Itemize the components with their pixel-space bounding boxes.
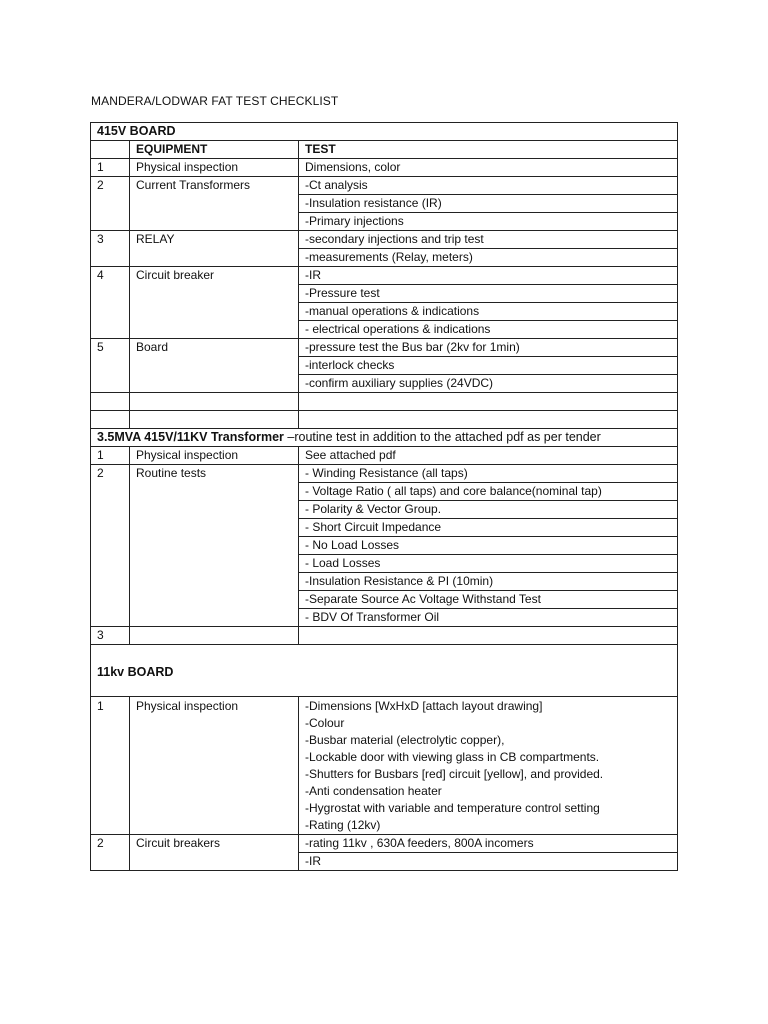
equipment-cell: RELAY	[130, 231, 299, 249]
table-row	[91, 195, 678, 213]
test-cell: -Insulation resistance (IR)	[299, 195, 678, 213]
test-cell: -pressure test the Bus bar (2kv for 1min)	[299, 339, 678, 357]
column-header-test: TEST	[299, 141, 678, 159]
test-cell: -interlock checks	[299, 357, 678, 375]
table-row	[91, 609, 678, 627]
section-heading-row	[91, 645, 678, 697]
column-header-equipment: EQUIPMENT	[130, 141, 299, 159]
table-row	[91, 321, 678, 339]
equipment-cell: Physical inspection	[130, 447, 299, 465]
test-cell: Dimensions, color	[299, 159, 678, 177]
table-row	[91, 159, 678, 177]
table-row	[91, 501, 678, 519]
section-heading-row	[91, 429, 678, 447]
item-number: 3	[91, 627, 130, 645]
table-row	[91, 537, 678, 555]
equipment-cell: Physical inspection	[130, 697, 299, 835]
item-number: 5	[91, 339, 130, 357]
test-cell: - Voltage Ratio ( all taps) and core balance(nominal tap)	[299, 483, 678, 501]
table-row	[91, 573, 678, 591]
blank-row	[91, 393, 678, 411]
test-cell: -Insulation Resistance & PI (10min)	[299, 573, 678, 591]
test-cell: -IR	[299, 853, 678, 871]
table-row	[91, 555, 678, 573]
table-row	[91, 697, 678, 835]
test-cell: See attached pdf	[299, 447, 678, 465]
item-number: 3	[91, 231, 130, 249]
table-row	[91, 465, 678, 483]
equipment-cell: Physical inspection	[130, 159, 299, 177]
test-cell: -secondary injections and trip test	[299, 231, 678, 249]
test-cell: -Separate Source Ac Voltage Withstand Test	[299, 591, 678, 609]
equipment-cell	[130, 627, 299, 645]
table-row	[91, 519, 678, 537]
table-row	[91, 231, 678, 249]
equipment-cell: Current Transformers	[130, 177, 299, 195]
item-number: 1	[91, 447, 130, 465]
section-heading-11kv: 11kv BOARD	[91, 645, 678, 697]
table-row	[91, 213, 678, 231]
item-number: 4	[91, 267, 130, 285]
test-cell: -IR	[299, 267, 678, 285]
table-row	[91, 285, 678, 303]
test-cell: - Winding Resistance (all taps)	[299, 465, 678, 483]
section-heading-row	[91, 123, 678, 141]
test-cell: - BDV Of Transformer Oil	[299, 609, 678, 627]
table-row	[91, 375, 678, 393]
test-cell: -Pressure test	[299, 285, 678, 303]
test-cell: -Primary injections	[299, 213, 678, 231]
test-cell: - Short Circuit Impedance	[299, 519, 678, 537]
item-number: 2	[91, 177, 130, 195]
test-cell: -Dimensions [WxHxD [attach layout drawing] -Colour -Busbar material (electrolytic copper), -Lockable door with viewing glass in CB compartments. -Shutters for Busbars [red] circuit [yellow], and provided. -Anti condensation heater -Hygrostat with variable and temperature control setting -Rating (12kv)	[299, 697, 678, 835]
table-row	[91, 591, 678, 609]
item-number: 1	[91, 697, 130, 835]
item-number: 1	[91, 159, 130, 177]
test-cell: -Ct analysis	[299, 177, 678, 195]
table-row	[91, 853, 678, 871]
checklist-sheet	[90, 122, 678, 871]
equipment-cell: Routine tests	[130, 465, 299, 483]
test-cell: -rating 11kv , 630A feeders, 800A incomers	[299, 835, 678, 853]
equipment-cell: Circuit breaker	[130, 267, 299, 285]
table-row	[91, 249, 678, 267]
table-row	[91, 339, 678, 357]
equipment-cell: Board	[130, 339, 299, 357]
table-row	[91, 267, 678, 285]
equipment-cell: Circuit breakers	[130, 835, 299, 853]
test-cell: - No Load Losses	[299, 537, 678, 555]
document-title: MANDERA/LODWAR FAT TEST CHECKLIST	[91, 94, 339, 108]
test-cell: - electrical operations & indications	[299, 321, 678, 339]
test-cell: -manual operations & indications	[299, 303, 678, 321]
checklist-table	[90, 122, 678, 871]
section-heading-transformer: 3.5MVA 415V/11KV Transformer –routine test in addition to the attached pdf as per tender	[91, 429, 678, 447]
test-cell: - Polarity & Vector Group.	[299, 501, 678, 519]
item-number: 2	[91, 465, 130, 483]
table-row	[91, 483, 678, 501]
table-row	[91, 303, 678, 321]
section-heading-415v: 415V BOARD	[91, 123, 678, 141]
column-header-row	[91, 141, 678, 159]
table-row	[91, 177, 678, 195]
test-cell: -measurements (Relay, meters)	[299, 249, 678, 267]
table-row	[91, 447, 678, 465]
blank-row	[91, 411, 678, 429]
test-cell	[299, 627, 678, 645]
table-row	[91, 835, 678, 853]
table-row	[91, 627, 678, 645]
test-cell: - Load Losses	[299, 555, 678, 573]
table-row	[91, 357, 678, 375]
test-cell: -confirm auxiliary supplies (24VDC)	[299, 375, 678, 393]
item-number: 2	[91, 835, 130, 853]
